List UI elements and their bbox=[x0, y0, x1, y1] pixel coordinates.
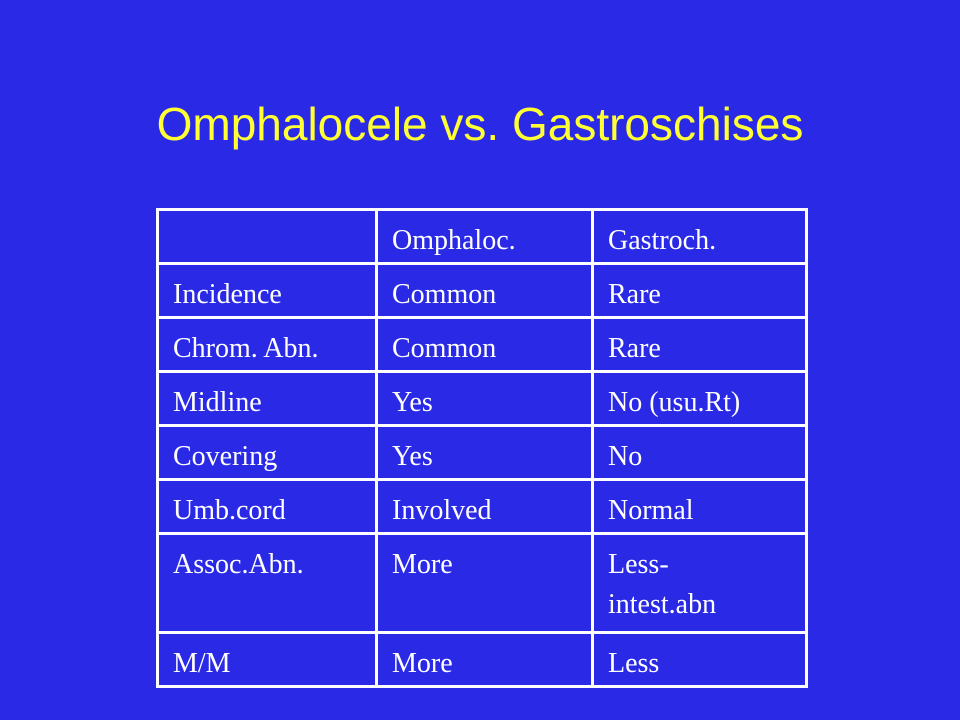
omphalocele-value: More bbox=[377, 633, 593, 687]
row-label: Chrom. Abn. bbox=[158, 318, 377, 372]
slide-title: Omphalocele vs. Gastroschises bbox=[156, 98, 804, 150]
gastroschisis-value: No bbox=[593, 426, 807, 480]
header-cell-gastroschisis: Gastroch. bbox=[593, 210, 807, 264]
gastroschisis-value: Rare bbox=[593, 318, 807, 372]
table-row bbox=[158, 372, 807, 426]
omphalocele-value: More bbox=[377, 534, 593, 633]
omphalocele-value: Involved bbox=[377, 480, 593, 534]
gastroschisis-value: Less bbox=[593, 633, 807, 687]
table-row bbox=[158, 264, 807, 318]
gastroschisis-value: Normal bbox=[593, 480, 807, 534]
omphalocele-value: Common bbox=[377, 264, 593, 318]
gastroschisis-value: Less-intest.abn bbox=[593, 534, 807, 633]
gastroschisis-value: Rare bbox=[593, 264, 807, 318]
omphalocele-value: Yes bbox=[377, 426, 593, 480]
row-label: Covering bbox=[158, 426, 377, 480]
row-label: Incidence bbox=[158, 264, 377, 318]
table-row bbox=[158, 426, 807, 480]
row-label: Assoc.Abn. bbox=[158, 534, 377, 633]
comparison-table bbox=[156, 208, 808, 688]
row-label: M/M bbox=[158, 633, 377, 687]
gastroschisis-value: No (usu.Rt) bbox=[593, 372, 807, 426]
header-cell-omphalocele: Omphaloc. bbox=[377, 210, 593, 264]
table-row bbox=[158, 534, 807, 633]
row-label: Umb.cord bbox=[158, 480, 377, 534]
table-header-row bbox=[158, 210, 807, 264]
table-row bbox=[158, 633, 807, 687]
table-row bbox=[158, 480, 807, 534]
row-label: Midline bbox=[158, 372, 377, 426]
header-cell-empty bbox=[158, 210, 377, 264]
omphalocele-value: Common bbox=[377, 318, 593, 372]
omphalocele-value: Yes bbox=[377, 372, 593, 426]
table-row bbox=[158, 318, 807, 372]
